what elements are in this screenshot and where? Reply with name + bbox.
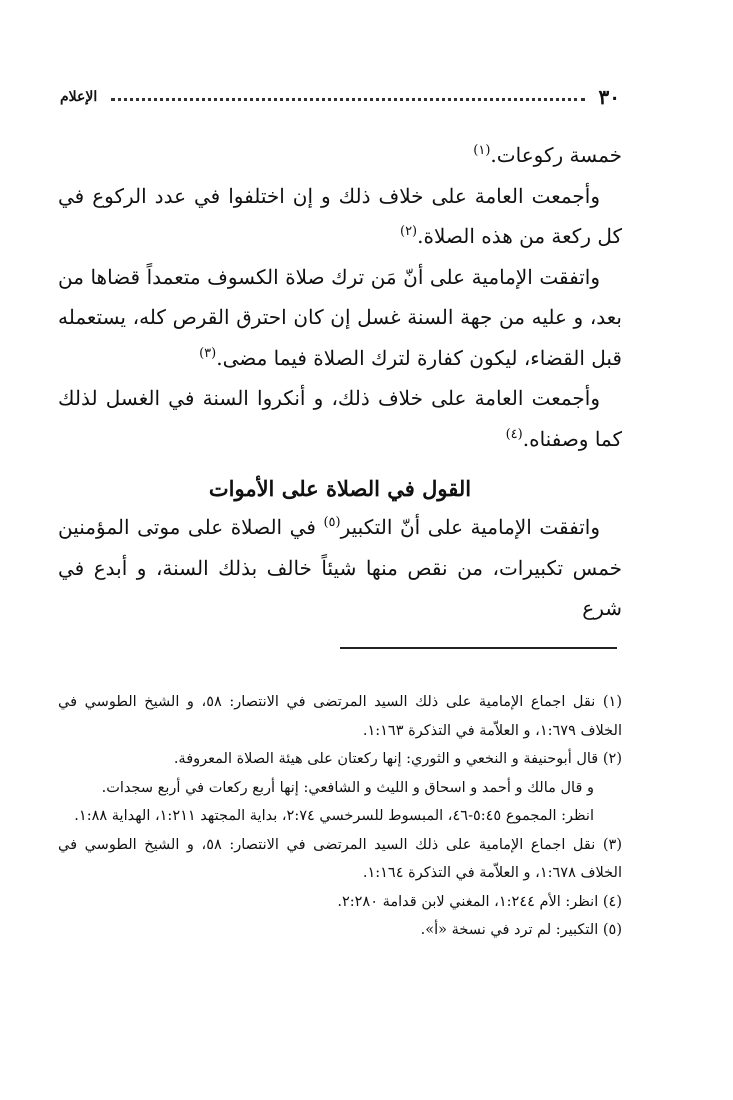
paragraph [58, 378, 622, 459]
paragraph-text: خمسة ركوعات. [490, 143, 622, 167]
paragraph-text: وأجمعت العامة على خلاف ذلك و إن اختلفوا في عدد الركوع في كل ركعة من هذه الصلاة. [58, 183, 622, 248]
footnote-number: (٣) [602, 836, 622, 853]
footnote-4 [58, 888, 622, 917]
footnote-number: (٥) [602, 922, 622, 938]
footnote-text: انظر: الأم ١:٢٤٤، المغني لابن قدامة ٢:٢٨٠. [337, 893, 599, 910]
footnote-5 [58, 916, 622, 945]
footnote-text: انظر: المجموع ٥:٤٥-٤٦، المبسوط للسرخسي ٢:٧٤، بداية المجتهد ١:٢١١، الهداية ١:٨٨. [74, 808, 594, 824]
paragraph-text: وأجمعت العامة على خلاف ذلك، و أنكروا السنة في الغسل لذلك كما وصفناه. [58, 386, 622, 451]
header-dot-leader [111, 98, 584, 101]
footnote-1 [58, 688, 622, 745]
footnote-number: (٢) [602, 751, 622, 767]
footnote-ref: (٣) [199, 345, 217, 361]
paragraph [58, 257, 622, 379]
paragraph [58, 507, 622, 629]
paragraph-text: واتفقت الإمامية على أنّ التكبير [340, 515, 600, 539]
footnote-text: التكبير: لم ترد في نسخة «أ». [420, 922, 599, 938]
footnote-text: و قال مالك و أحمد و اسحاق و الليث و الشافعي: إنها أربع ركعات في أربع سجدات. [101, 779, 594, 796]
paragraph-text: في الصلاة على موتى المؤمنين خمس تكبيرات، من نقص منها شيئاً خالف بذلك السنة، و أبدع في شرع [58, 515, 622, 620]
footnote-text: نقل اجماع الإمامية على ذلك السيد المرتضى في الانتصار: ٥٨، و الشيخ الطوسي في الخلاف ١:٦٧٩، و العلاّمة في التذكرة ١:١٦٣. [58, 694, 622, 739]
footnote-separator [340, 647, 617, 649]
page-number: ٣٠ [598, 85, 620, 109]
section-heading: القول في الصلاة على الأموات [208, 476, 472, 501]
footnote-ref: (٢) [399, 224, 418, 239]
footnote-text: قال أبوحنيفة و النخعي و الثوري: إنها ركعتان على هيئة الصلاة المعروفة. [173, 751, 599, 767]
footnote-3 [58, 831, 622, 888]
paragraph [58, 135, 622, 176]
footnote-2-continued [58, 774, 622, 803]
footnote-number: (١) [602, 694, 622, 710]
footnote-2 [58, 745, 622, 774]
paragraph-text: واتفقت الإمامية على أنّ مَن ترك صلاة الكسوف متعمداً قضاها من بعد، و عليه من جهة السنة غسل إن كان احترق القرص كله، يستعمله قبل القضاء، ليكون كفارة لترك الصلاة فيما مضى. [58, 264, 622, 370]
footnote-ref: (٤) [505, 426, 523, 442]
running-title: الإعلام [60, 89, 98, 105]
footnote-ref: (٥) [323, 515, 341, 530]
footnote-ref: (١) [473, 143, 491, 158]
footnotes [58, 688, 622, 945]
footnote-2-references [58, 802, 622, 831]
footnote-text: نقل اجماع الإمامية على ذلك السيد المرتضى في الانتصار: ٥٨، و الشيخ الطوسي في الخلاف ١:٦٧٨، و العلاّمة في التذكرة ١:١٦٤. [58, 836, 622, 881]
page-header [60, 82, 620, 112]
paragraph [58, 176, 622, 257]
main-text [58, 135, 622, 629]
footnote-number: (٤) [602, 893, 622, 910]
